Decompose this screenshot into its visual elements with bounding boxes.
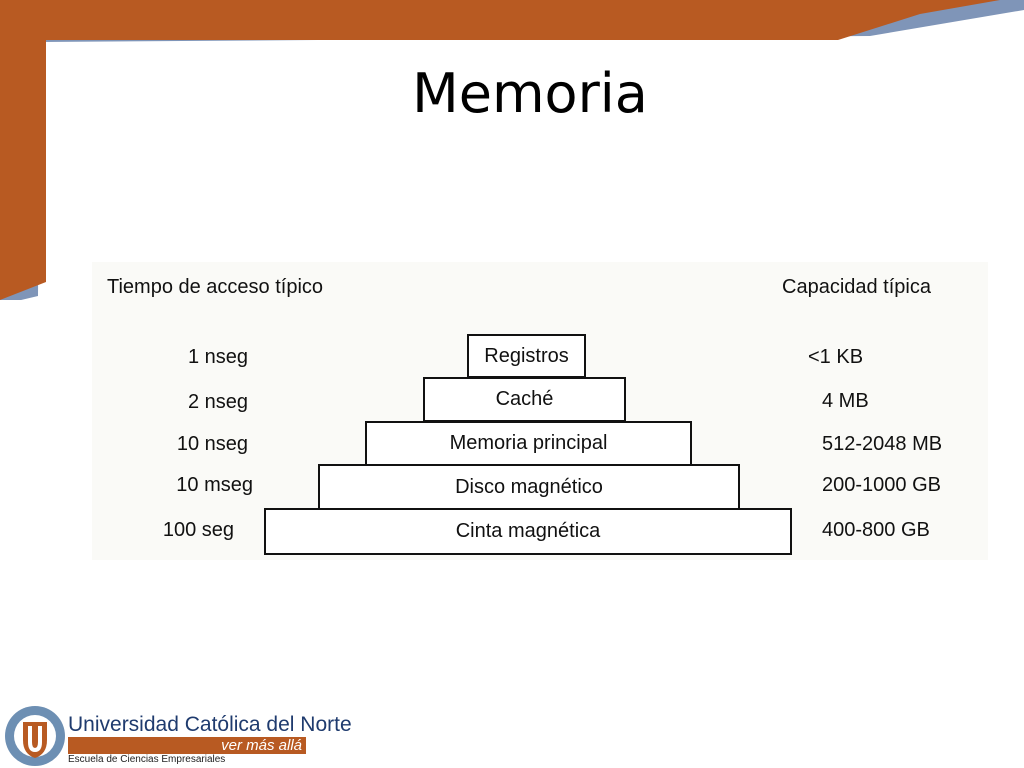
level-main-memory: Memoria principal xyxy=(365,421,692,466)
capacity-registers: <1 KB xyxy=(808,346,864,368)
capacity-disk: 200-1000 GB xyxy=(822,474,941,496)
university-name: Universidad Católica del Norte xyxy=(68,713,352,736)
orange-band xyxy=(0,0,1000,300)
access-time-disk: 10 mseg xyxy=(176,474,253,496)
header-decoration xyxy=(0,0,1024,300)
capacity-main-memory: 512-2048 MB xyxy=(822,433,943,455)
school-name: Escuela de Ciencias Empresariales xyxy=(68,754,226,765)
access-time-header: Tiempo de acceso típico xyxy=(107,276,324,298)
level-magnetic-tape: Cinta magnética xyxy=(264,508,792,555)
capacity-tape: 400-800 GB xyxy=(822,519,930,541)
university-seal-icon xyxy=(2,704,68,768)
level-registers: Registros xyxy=(467,334,586,378)
memory-hierarchy-figure xyxy=(92,262,988,560)
blue-band xyxy=(0,0,1024,300)
access-time-main-memory: 10 nseg xyxy=(176,433,248,455)
university-tagline: ver más allá xyxy=(68,737,306,754)
access-time-tape: 100 seg xyxy=(162,519,234,541)
slide-title: Memoria xyxy=(412,62,648,125)
access-time-cache: 2 nseg xyxy=(187,391,248,413)
capacity-cache: 4 MB xyxy=(822,390,869,412)
access-time-registers: 1 nseg xyxy=(187,346,248,368)
level-magnetic-disk: Disco magnético xyxy=(318,464,740,510)
capacity-header: Capacidad típica xyxy=(782,276,931,298)
level-cache: Caché xyxy=(423,377,626,422)
